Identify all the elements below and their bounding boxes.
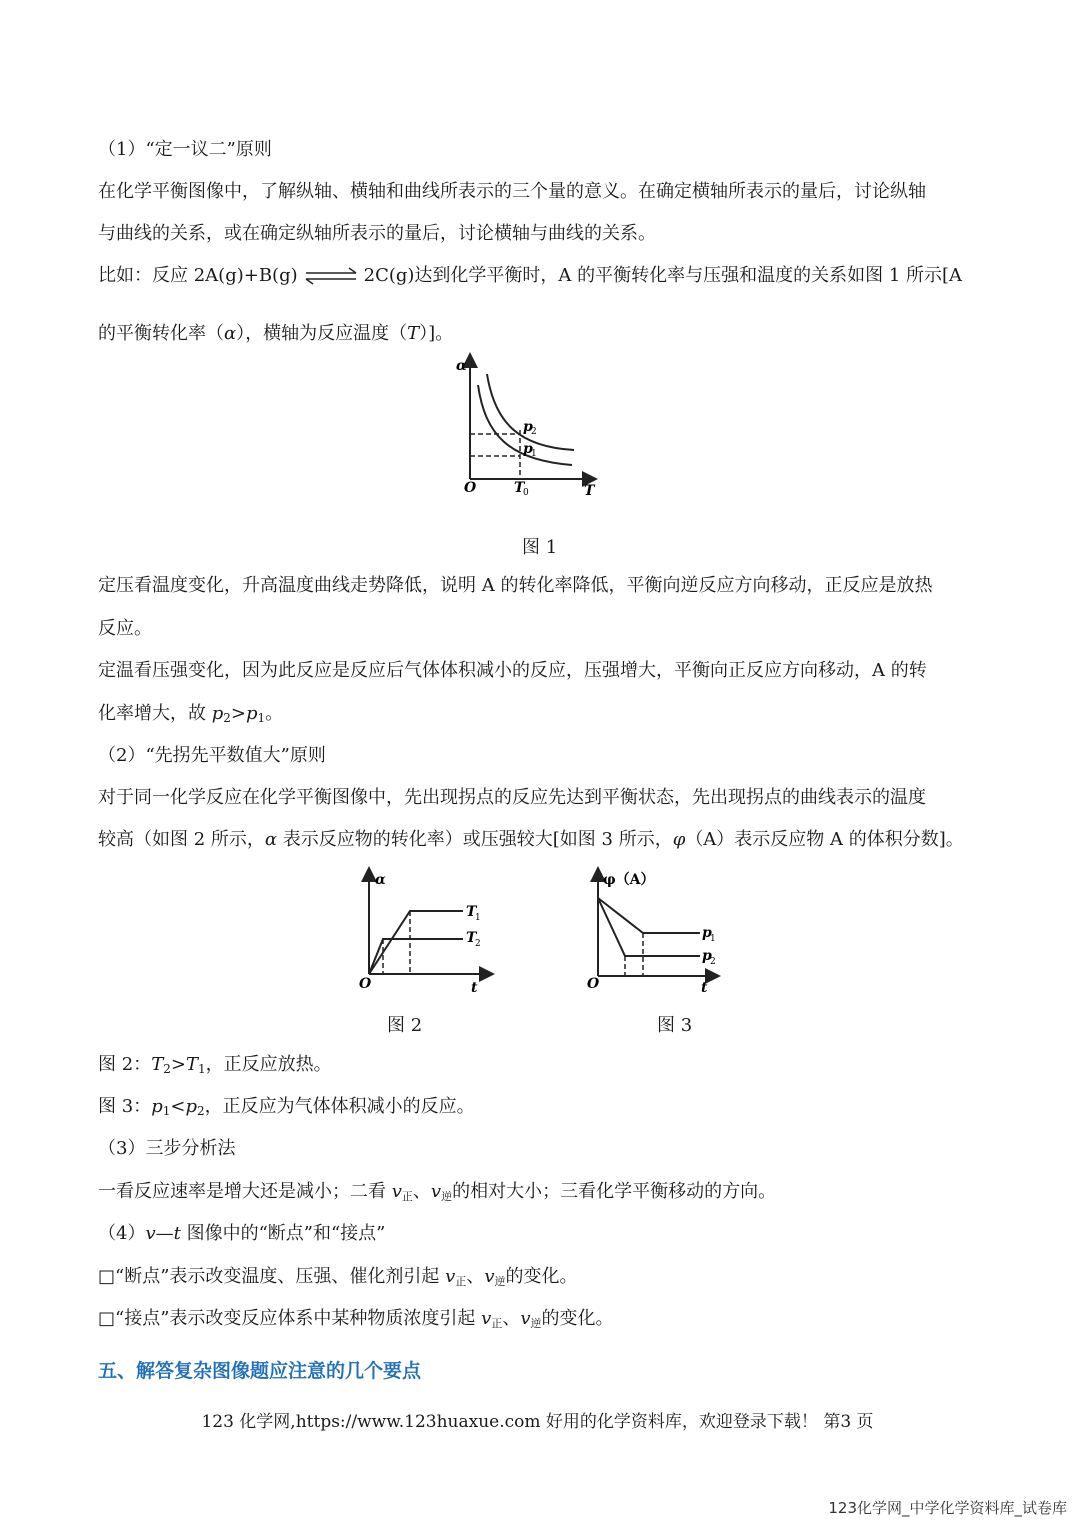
p-symbol: p <box>246 703 258 724</box>
figure-2 <box>355 866 495 996</box>
p-symbol: p <box>151 1096 163 1117</box>
v-symbol: v <box>391 1181 402 1202</box>
section-4-title <box>98 1222 385 1246</box>
curve-p2 <box>598 898 700 956</box>
t0-sub: 0 <box>523 488 529 498</box>
subscript: 2 <box>196 1104 205 1118</box>
paragraph: 在化学平衡图像中，了解纵轴、横轴和曲线所表示的三个量的意义。在确定横轴所表示的量后，讨论纵轴 <box>98 181 926 202</box>
text: 的相对大小；三看化学平衡移动的方向。 <box>452 1181 777 1202</box>
x-axis-label: t <box>701 980 708 996</box>
origin-label: O <box>359 976 372 992</box>
origin-label: O <box>464 480 477 496</box>
text: 的变化。 <box>505 1266 578 1287</box>
subscript: 逆 <box>494 1275 506 1288</box>
reaction-rhs: 2C(g)达到化学平衡时，A 的平衡转化率与压强和温度的关系如图 1 所示[A <box>363 265 963 286</box>
text: 、 <box>502 1308 521 1329</box>
phi-symbol: φ <box>672 829 686 850</box>
watermark: 123化学网_中学化学资料库_试卷库 <box>828 1499 1067 1517</box>
x-axis-label: t <box>471 980 478 996</box>
text: 、 <box>412 1181 431 1202</box>
x-axis-label: T <box>584 483 595 499</box>
figure-1-caption: 图 1 <box>522 537 558 558</box>
subscript: 逆 <box>441 1190 453 1203</box>
v-symbol: v <box>430 1181 442 1202</box>
T2-label: T <box>466 930 477 946</box>
t0-label: T <box>514 480 525 496</box>
paragraph: 反应。 <box>98 618 152 639</box>
alpha-symbol: α <box>224 323 237 344</box>
subscript: 逆 <box>530 1317 542 1330</box>
text: 、 <box>466 1266 485 1287</box>
text: 图像中的“断点”和“接点” <box>180 1223 386 1244</box>
equilibrium-arrow-icon <box>300 264 362 288</box>
v-symbol: v <box>520 1308 531 1329</box>
p1-label: p <box>702 925 712 941</box>
subscript: 正 <box>455 1275 467 1288</box>
p-symbol: p <box>185 1096 197 1117</box>
text: （A）表示反应物 A 的体积分数]。 <box>685 829 964 850</box>
p2-label: p <box>702 948 712 964</box>
subscript: 2 <box>163 1062 171 1076</box>
p1-sub: 1 <box>710 934 716 944</box>
p2-sub: 2 <box>710 957 716 967</box>
paragraph: 对于同一化学反应在化学平衡图像中，先出现拐点的反应先达到平衡状态，先出现拐点的曲线表示的温度 <box>98 787 926 808</box>
text: 化率增大，故 <box>98 703 212 724</box>
T-symbol: T <box>407 323 420 344</box>
origin-label: O <box>587 976 600 992</box>
alpha-symbol: α <box>264 829 278 850</box>
text: 图 3： <box>98 1096 152 1117</box>
text: 。 <box>265 703 284 724</box>
paragraph: 定压看温度变化，升高温度曲线走势降低，说明 A 的转化率降低，平衡向逆反应方向移动，正反应是放热 <box>98 575 933 596</box>
reaction-lhs: 比如：反应 2A(g)+B(g) <box>98 265 298 286</box>
T-symbol: T <box>185 1054 198 1075</box>
p1-label: p <box>523 441 533 457</box>
subscript: 1 <box>162 1104 171 1118</box>
paragraph: 与曲线的关系，或在确定纵轴所表示的量后，讨论横轴与曲线的关系。 <box>98 223 656 244</box>
T-symbol: T <box>151 1054 164 1075</box>
figure-3-caption: 图 3 <box>657 1015 693 1036</box>
y-axis-label: α <box>375 872 386 888</box>
subscript: 2 <box>223 711 231 725</box>
vt-symbol: v—t <box>145 1223 181 1244</box>
text: 的变化。 <box>541 1308 614 1329</box>
list-item <box>98 1307 613 1336</box>
paragraph <box>98 1053 332 1081</box>
text: > <box>230 703 246 724</box>
subscript: 正 <box>491 1317 503 1330</box>
v-symbol: v <box>484 1266 495 1287</box>
v-symbol: v <box>481 1308 492 1329</box>
page-footer: 123 化学网,https://www.123huaxue.com 好用的化学资料库，欢迎登录下载！ 第3 页 <box>201 1412 874 1432</box>
subscript: 1 <box>257 711 266 725</box>
text: 较高（如图 2 所示， <box>98 829 265 850</box>
text: 图 2： <box>98 1054 152 1075</box>
text: 表示反应物的转化率）或压强较大[如图 3 所示， <box>277 829 673 850</box>
list-item <box>98 1265 577 1294</box>
text: □“接点”表示改变反应体系中某种物质浓度引起 <box>98 1308 482 1329</box>
paragraph <box>98 264 962 288</box>
v-symbol: v <box>445 1266 456 1287</box>
paragraph <box>98 1095 475 1123</box>
paragraph: 定温看压强变化，因为此反应是反应后气体体积减小的反应，压强增大，平衡向正反应方向移动，A 的转 <box>98 660 927 681</box>
curve-p1 <box>598 898 700 933</box>
text: □“断点”表示改变温度、压强、催化剂引起 <box>98 1266 446 1287</box>
section-3-title: （3）三步分析法 <box>98 1138 236 1159</box>
paragraph <box>98 322 453 346</box>
section-2-title: （2）“先拐先平数值大”原则 <box>98 745 326 766</box>
text: < <box>170 1096 186 1117</box>
section-1-title: （1）“定一议二”原则 <box>98 139 272 160</box>
y-axis-label: α <box>456 358 467 374</box>
y-axis-label: φ（A） <box>603 872 655 888</box>
text: 的平衡转化率（ <box>98 323 224 344</box>
text: > <box>170 1054 186 1075</box>
T1-label: T <box>466 904 477 920</box>
text: ，正反应放热。 <box>205 1054 332 1075</box>
paragraph <box>98 1180 776 1209</box>
text: ）]。 <box>419 323 454 344</box>
text: 一看反应速率是增大还是减小；二看 <box>98 1181 392 1202</box>
figure-3 <box>585 866 725 996</box>
p2-label: p <box>523 419 533 435</box>
text: ），横轴为反应温度（ <box>236 323 408 344</box>
section-5-heading: 五、解答复杂图像题应注意的几个要点 <box>98 1360 422 1382</box>
text: ，正反应为气体体积减小的反应。 <box>204 1096 475 1117</box>
figure-2-caption: 图 2 <box>387 1015 423 1036</box>
T1-sub: 1 <box>475 913 481 923</box>
paragraph <box>98 702 283 730</box>
text: （4） <box>98 1223 146 1244</box>
p-symbol: p <box>211 703 224 724</box>
T2-sub: 2 <box>475 939 481 949</box>
subscript: 正 <box>401 1190 413 1203</box>
paragraph <box>98 828 964 852</box>
figure-1 <box>450 352 600 502</box>
p2-sub: 2 <box>531 427 537 437</box>
p1-sub: 1 <box>531 449 537 459</box>
subscript: 1 <box>197 1062 206 1076</box>
